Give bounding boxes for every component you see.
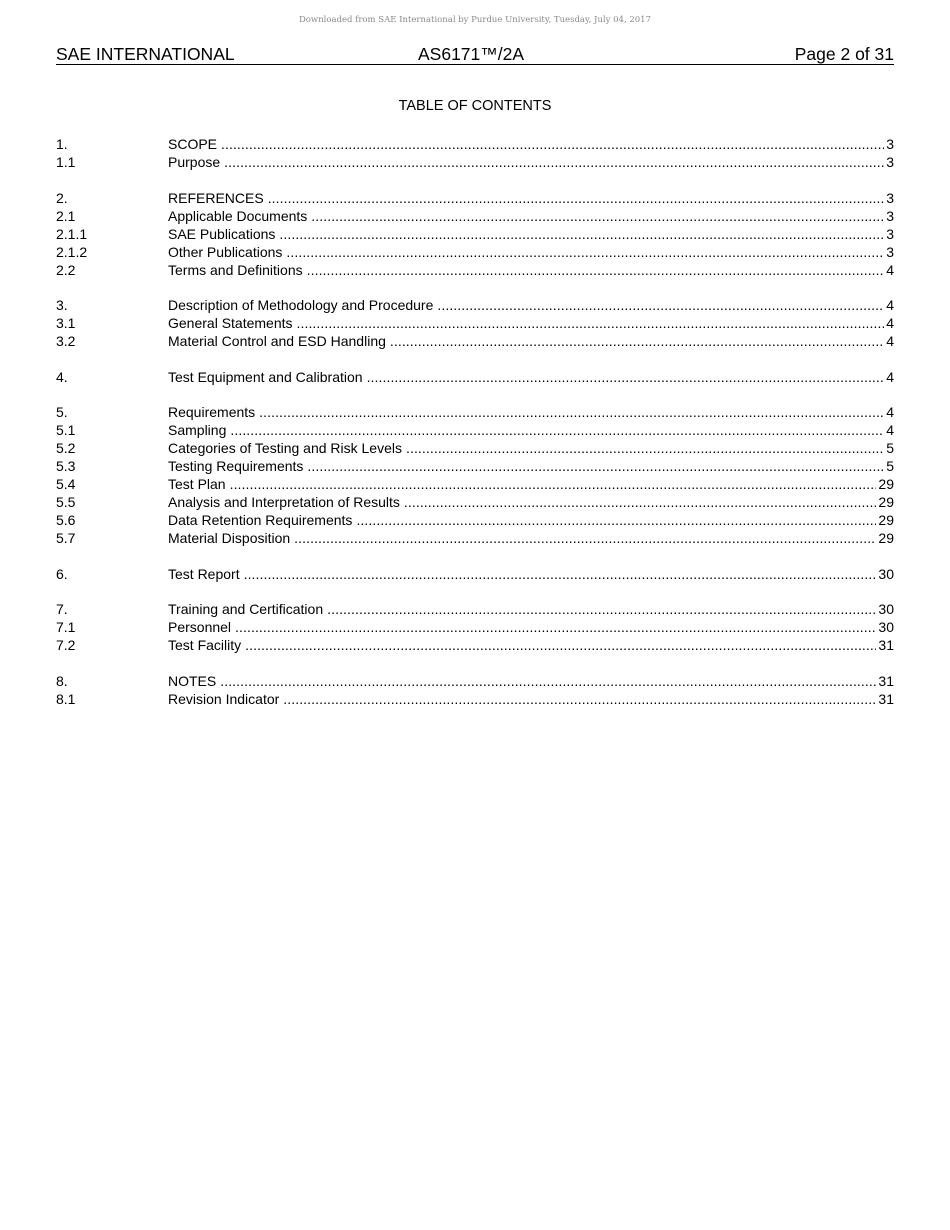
toc-entry-page: 4 [886, 422, 894, 438]
toc-dot-leader [221, 135, 884, 153]
toc-entry-title: General Statements [168, 315, 293, 331]
toc-entry-body [168, 225, 894, 243]
toc-entry-number: 2.1 [56, 207, 76, 224]
toc-entry[interactable] [56, 618, 894, 636]
toc-entry-title: REFERENCES [168, 189, 264, 206]
toc-entry-body [168, 261, 894, 279]
toc-entry-number: 6. [56, 565, 68, 582]
toc-entry-number: 7. [56, 601, 68, 617]
toc-entry-body [168, 439, 894, 457]
toc-section-group [56, 565, 894, 583]
toc-entry-page: 31 [878, 690, 894, 707]
toc-entry-number: 1. [56, 136, 68, 152]
toc-entry-body [168, 296, 894, 314]
toc-entry[interactable] [56, 690, 894, 708]
toc-section-group [56, 672, 894, 708]
toc-entry-body [168, 368, 894, 386]
toc-entry-number: 5.6 [56, 512, 76, 528]
toc-entry-title: Training and Certification [168, 601, 324, 617]
toc-entry-body [168, 207, 894, 225]
toc-entry-number: 1.1 [56, 154, 76, 170]
toc-dot-leader [390, 332, 884, 350]
toc-entry-title: Test Facility [168, 637, 242, 653]
toc-section-group [56, 600, 894, 654]
toc-section-group [56, 296, 894, 350]
toc-entry[interactable] [56, 636, 894, 654]
toc-dot-leader [311, 207, 884, 225]
toc-entry-title: SAE Publications [168, 225, 276, 242]
toc-entry-body [168, 493, 894, 511]
toc-section-group [56, 368, 894, 386]
toc-entry-number: 2.1.2 [56, 243, 88, 260]
toc-dot-leader [224, 153, 884, 171]
toc-entry-title: Categories of Testing and Risk Levels [168, 440, 402, 456]
toc-entry-page: 5 [886, 458, 894, 474]
toc-entry-body [168, 475, 894, 493]
toc-entry[interactable] [56, 600, 894, 618]
toc-entry-body [168, 135, 894, 153]
toc-entry-body [168, 421, 894, 439]
toc-dot-leader [268, 189, 885, 207]
toc-entry-number: 3.1 [56, 315, 76, 331]
toc-entry-number: 4. [56, 368, 68, 385]
toc-entry-page: 4 [886, 404, 894, 420]
toc-dot-leader [230, 475, 877, 493]
toc-entry-title: Applicable Documents [168, 207, 308, 224]
toc-entry-number: 2.1.1 [56, 225, 88, 242]
toc-entry[interactable] [56, 493, 894, 511]
header-doc-id: AS6171™/2A [418, 44, 525, 64]
toc-entry-page: 4 [886, 297, 894, 313]
toc-dot-leader [283, 690, 876, 708]
toc-entry-page: 29 [878, 476, 894, 492]
toc-dot-leader [327, 600, 876, 618]
toc-entry[interactable] [56, 457, 894, 475]
toc-entry[interactable] [56, 511, 894, 529]
toc-entry-number: 7.1 [56, 619, 76, 635]
toc-dot-leader [356, 511, 876, 529]
toc-entry-title: Terms and Definitions [168, 261, 303, 278]
toc-entry[interactable] [56, 207, 894, 225]
toc-dot-leader [279, 225, 884, 243]
toc-entry[interactable] [56, 332, 894, 350]
toc-entry-body [168, 618, 894, 636]
toc-entry-page: 29 [878, 494, 894, 510]
toc-entry-number: 5.3 [56, 458, 76, 474]
toc-entry[interactable] [56, 153, 894, 171]
toc-entry-body [168, 153, 894, 171]
toc-dot-leader [404, 493, 877, 511]
toc-entry-body [168, 672, 894, 690]
toc-entry[interactable] [56, 439, 894, 457]
toc-entry-number: 5. [56, 404, 68, 420]
toc-entry-page: 3 [886, 243, 894, 260]
toc-entry-page: 30 [878, 619, 894, 635]
toc-entry[interactable] [56, 672, 894, 690]
toc-entry-body [168, 529, 894, 547]
toc-entry-body [168, 457, 894, 475]
page-header [56, 44, 894, 65]
toc-entry-title: Revision Indicator [168, 690, 280, 707]
toc-entry-page: 3 [886, 207, 894, 224]
toc-entry-title: Personnel [168, 619, 232, 635]
toc-entry-number: 3. [56, 297, 68, 313]
toc-entry-number: 8.1 [56, 690, 76, 707]
toc-entry[interactable] [56, 261, 894, 279]
toc-entry[interactable] [56, 314, 894, 332]
toc-entry-number: 5.7 [56, 530, 76, 546]
table-of-contents [56, 135, 894, 725]
toc-dot-leader [406, 439, 884, 457]
toc-entry-page: 30 [878, 601, 894, 617]
toc-entry-page: 29 [878, 512, 894, 528]
toc-entry-page: 5 [886, 440, 894, 456]
toc-entry-number: 5.4 [56, 476, 76, 492]
toc-entry[interactable] [56, 403, 894, 421]
toc-entry[interactable] [56, 475, 894, 493]
toc-entry-body [168, 511, 894, 529]
toc-entry-page: 4 [886, 368, 894, 385]
toc-section-group [56, 403, 894, 547]
toc-entry-number: 5.2 [56, 440, 76, 456]
toc-entry-body [168, 690, 894, 708]
toc-entry-number: 2. [56, 189, 68, 206]
toc-entry-number: 5.1 [56, 422, 76, 438]
header-page-number: Page 2 of 31 [794, 44, 894, 64]
toc-entry[interactable] [56, 421, 894, 439]
toc-dot-leader [437, 296, 884, 314]
toc-entry-page: 3 [886, 136, 894, 152]
toc-dot-leader [307, 261, 885, 279]
toc-entry-body [168, 243, 894, 261]
toc-entry-title: Test Report [168, 565, 240, 582]
toc-dot-leader [286, 243, 884, 261]
toc-dot-leader [245, 636, 876, 654]
header-org: SAE INTERNATIONAL [56, 44, 235, 64]
toc-entry-page: 30 [878, 565, 894, 582]
toc-entry-title: Testing Requirements [168, 458, 304, 474]
toc-dot-leader [297, 314, 885, 332]
toc-dot-leader [235, 618, 876, 636]
toc-entry-page: 4 [886, 315, 894, 331]
toc-entry-body [168, 189, 894, 207]
toc-entry-title: Analysis and Interpretation of Results [168, 494, 400, 510]
toc-entry-title: Purpose [168, 154, 221, 170]
toc-entry-page: 4 [886, 261, 894, 278]
toc-entry-title: NOTES [168, 672, 217, 689]
toc-entry-title: Other Publications [168, 243, 283, 260]
toc-entry-page: 29 [878, 530, 894, 546]
toc-entry-body [168, 403, 894, 421]
toc-dot-leader [230, 421, 884, 439]
toc-entry-body [168, 600, 894, 618]
toc-entry[interactable] [56, 529, 894, 547]
toc-entry-page: 3 [886, 189, 894, 206]
toc-entry-number: 7.2 [56, 637, 76, 653]
toc-entry[interactable] [56, 368, 894, 386]
toc-entry-page: 3 [886, 225, 894, 242]
toc-entry-page: 3 [886, 154, 894, 170]
toc-title: TABLE OF CONTENTS [398, 98, 552, 114]
toc-entry-body [168, 314, 894, 332]
toc-entry[interactable] [56, 189, 894, 207]
toc-entry-title: Requirements [168, 404, 256, 420]
toc-dot-leader [259, 403, 884, 421]
toc-entry-number: 2.2 [56, 261, 76, 278]
toc-dot-leader [294, 529, 876, 547]
toc-entry[interactable] [56, 135, 894, 153]
toc-entry-page: 4 [886, 333, 894, 349]
toc-entry-page: 31 [878, 672, 894, 689]
toc-dot-leader [244, 565, 877, 583]
toc-entry-body [168, 636, 894, 654]
toc-entry[interactable] [56, 225, 894, 243]
toc-entry-title: Test Equipment and Calibration [168, 368, 363, 385]
toc-entry-page: 31 [878, 637, 894, 653]
toc-entry-title: Material Control and ESD Handling [168, 333, 386, 349]
toc-entry-title: Description of Methodology and Procedure [168, 297, 434, 313]
toc-entry-body [168, 332, 894, 350]
toc-entry-title: SCOPE [168, 136, 218, 152]
toc-dot-leader [307, 457, 884, 475]
toc-entry-title: Material Disposition [168, 530, 291, 546]
toc-entry-title: Data Retention Requirements [168, 512, 353, 528]
toc-dot-leader [367, 368, 885, 386]
toc-entry[interactable] [56, 243, 894, 261]
toc-entry-body [168, 565, 894, 583]
toc-dot-leader [220, 672, 876, 690]
toc-entry-title: Sampling [168, 422, 227, 438]
toc-entry[interactable] [56, 565, 894, 583]
download-watermark: Downloaded from SAE International by Purdue University, Tuesday, July 04, 2017 [298, 15, 651, 25]
toc-section-group [56, 135, 894, 171]
toc-entry-number: 5.5 [56, 494, 76, 510]
toc-entry[interactable] [56, 296, 894, 314]
toc-section-group [56, 189, 894, 279]
toc-entry-title: Test Plan [168, 476, 226, 492]
toc-entry-number: 8. [56, 672, 68, 689]
toc-entry-number: 3.2 [56, 333, 76, 349]
